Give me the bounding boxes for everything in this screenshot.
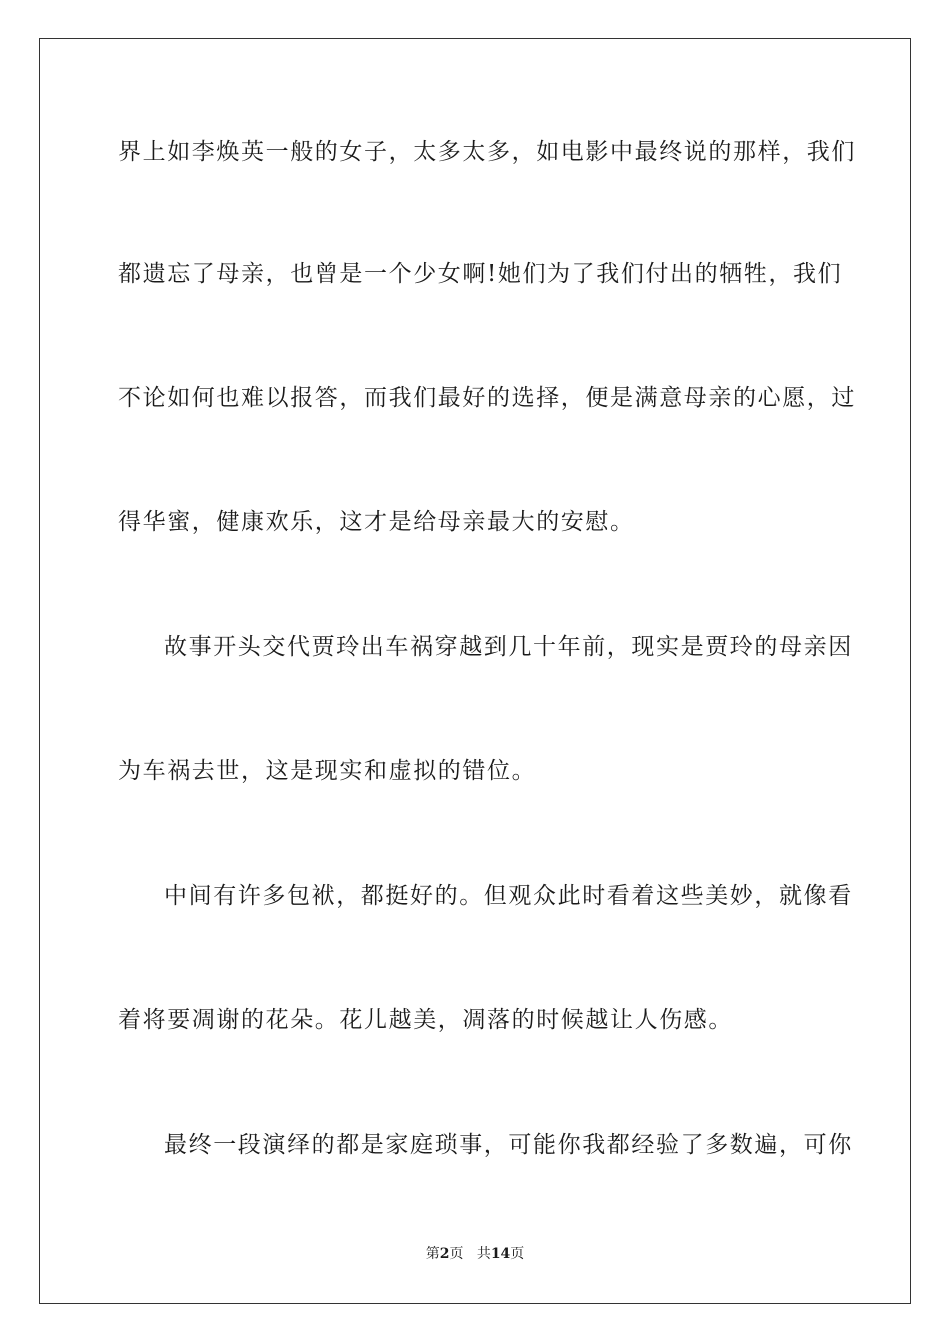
paragraph-start-line: 中间有许多包袱，都挺好的。但观众此时看着这些美妙，就像看 [164, 883, 853, 909]
paragraph-start-line: 最终一段演绎的都是家庭琐事，可能你我都经验了多数遍，可你 [164, 1132, 853, 1158]
paragraph-start-line: 故事开头交代贾玲出车祸穿越到几十年前，现实是贾玲的母亲因 [164, 634, 853, 660]
text-line: 得华蜜，健康欢乐，这才是给母亲最大的安慰。 [118, 509, 635, 535]
text-line: 都遗忘了母亲，也曾是一个少女啊!她们为了我们付出的牺牲，我们 [118, 261, 843, 287]
page-number: 2 [439, 1246, 450, 1262]
text-line: 着将要凋谢的花朵。花儿越美，凋落的时候越让人伤感。 [118, 1007, 733, 1033]
total-pages: 14 [490, 1246, 511, 1262]
total-prefix: 共 [476, 1246, 491, 1262]
total-suffix: 页 [510, 1246, 525, 1262]
page-prefix: 第 [425, 1246, 440, 1262]
text-line: 不论如何也难以报答，而我们最好的选择，便是满意母亲的心愿，过 [118, 385, 856, 411]
text-line: 为车祸去世，这是现实和虚拟的错位。 [118, 758, 537, 784]
page-footer [0, 1244, 950, 1264]
text-line: 界上如李焕英一般的女子，太多太多，如电影中最终说的那样，我们 [118, 139, 856, 165]
page-border [39, 38, 911, 1304]
page-suffix: 页 [449, 1246, 464, 1262]
